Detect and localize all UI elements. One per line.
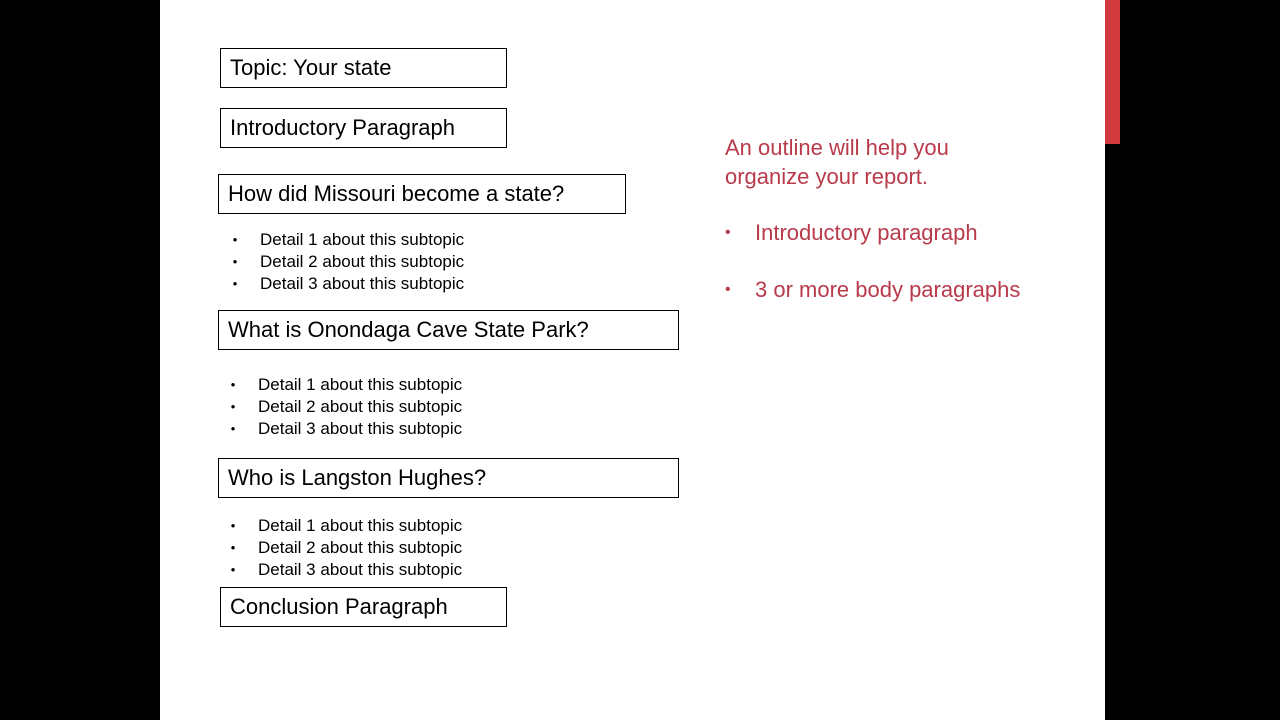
bullet-icon: • [230,540,236,555]
detail-list [228,374,462,440]
bullet-icon: • [232,254,238,269]
detail-list [228,515,462,581]
list-item: • Detail 2 about this subtopic [228,396,462,418]
section-heading-box: Who is Langston Hughes? [218,458,679,498]
intro-box: Introductory Paragraph [220,108,507,148]
outline-tip: An outline will help you organize your report. [725,135,949,189]
requirements-list [725,218,1025,305]
list-item: • Detail 3 about this subtopic [228,418,462,440]
section-heading-box: How did Missouri become a state? [218,174,626,214]
bullet-icon: • [230,399,236,414]
section-heading-box: What is Onondaga Cave State Park? [218,310,679,350]
list-item: • Detail 3 about this subtopic [230,273,464,295]
bullet-icon: • [230,518,236,533]
bullet-icon: • [232,276,238,291]
list-item: • Detail 1 about this subtopic [230,229,464,251]
list-item: • Detail 2 about this subtopic [228,537,462,559]
conclusion-box: Conclusion Paragraph [220,587,507,627]
list-item: • Detail 3 about this subtopic [228,559,462,581]
bullet-icon: • [725,224,731,241]
list-item: • Introductory paragraph [725,218,1025,248]
list-item: • Detail 1 about this subtopic [228,515,462,537]
list-item: • 3 or more body paragraphs [725,275,1025,305]
accent-bar [1105,0,1120,144]
list-item: • Detail 1 about this subtopic [228,374,462,396]
bullet-icon: • [230,377,236,392]
detail-list [230,229,464,295]
bullet-icon: • [232,232,238,247]
bullet-icon: • [230,421,236,436]
bullet-icon: • [230,562,236,577]
bullet-icon: • [725,281,731,298]
list-item: • Detail 2 about this subtopic [230,251,464,273]
topic-box: Topic: Your state [220,48,507,88]
